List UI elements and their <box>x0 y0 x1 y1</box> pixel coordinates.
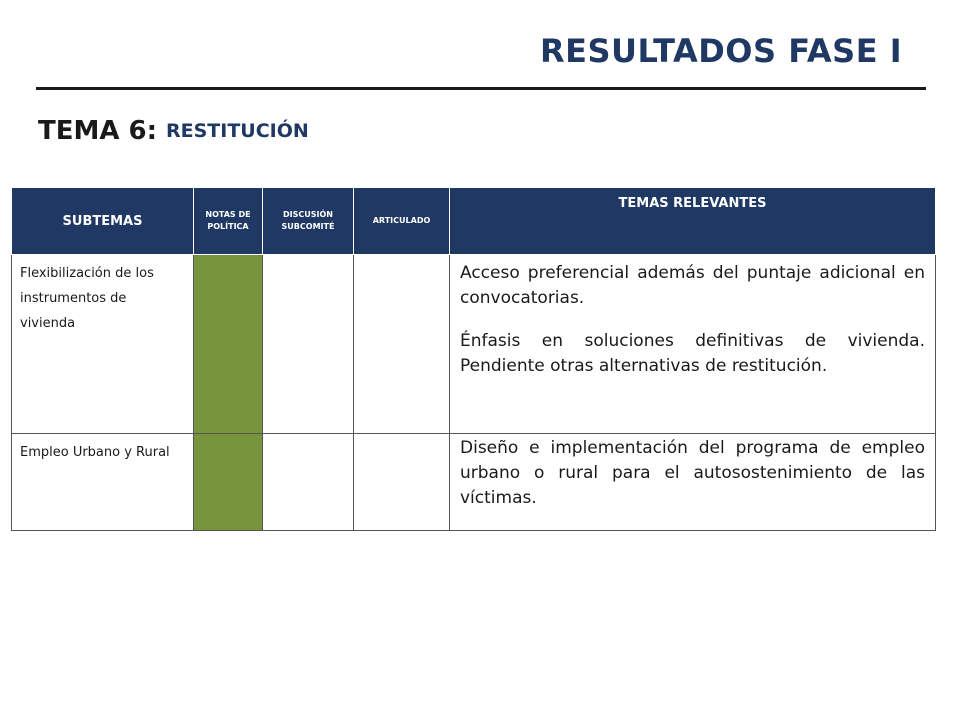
topic-name: RESTITUCIÓN <box>166 120 309 142</box>
title-divider <box>36 87 926 90</box>
articulado-cell <box>354 434 450 531</box>
notas-politica-cell <box>194 434 263 531</box>
results-table <box>11 187 936 531</box>
notas-politica-cell <box>194 255 263 434</box>
temas-relevantes-text: Acceso preferencial además del puntaje adicional en convocatorias. <box>460 263 925 308</box>
subtema-cell <box>12 255 194 434</box>
discusion-subcomite-cell <box>263 434 354 531</box>
column-header-discusion-subcomite: DISCUSIÓN SUBCOMITÉ <box>263 188 354 255</box>
subtema-text: Empleo Urbano y Rural <box>20 445 170 460</box>
subtema-cell <box>12 434 194 531</box>
temas-relevantes-text: Énfasis en soluciones definitivas de vivienda. Pendiente otras alternativas de restitución. <box>460 331 925 376</box>
discusion-subcomite-cell <box>263 255 354 434</box>
articulado-cell <box>354 255 450 434</box>
temas-relevantes-cell <box>450 434 936 531</box>
table-row <box>12 255 936 434</box>
temas-relevantes-cell <box>450 255 936 434</box>
topic-label: TEMA 6: <box>38 116 158 146</box>
table-row <box>12 434 936 531</box>
temas-relevantes-text: Diseño e implementación del programa de empleo urbano o rural para el autosostenimiento de las víctimas. <box>460 438 925 508</box>
subtema-text: Flexibilización de los instrumentos de vivienda <box>20 266 154 331</box>
column-header-subtemas: SUBTEMAS <box>12 188 194 255</box>
column-header-temas-relevantes: TEMAS RELEVANTES <box>450 188 936 255</box>
table-header-row <box>12 188 936 255</box>
column-header-notas-politica: NOTAS DE POLÍTICA <box>194 188 263 255</box>
page-title: RESULTADOS FASE I <box>540 32 903 70</box>
column-header-articulado: ARTICULADO <box>354 188 450 255</box>
